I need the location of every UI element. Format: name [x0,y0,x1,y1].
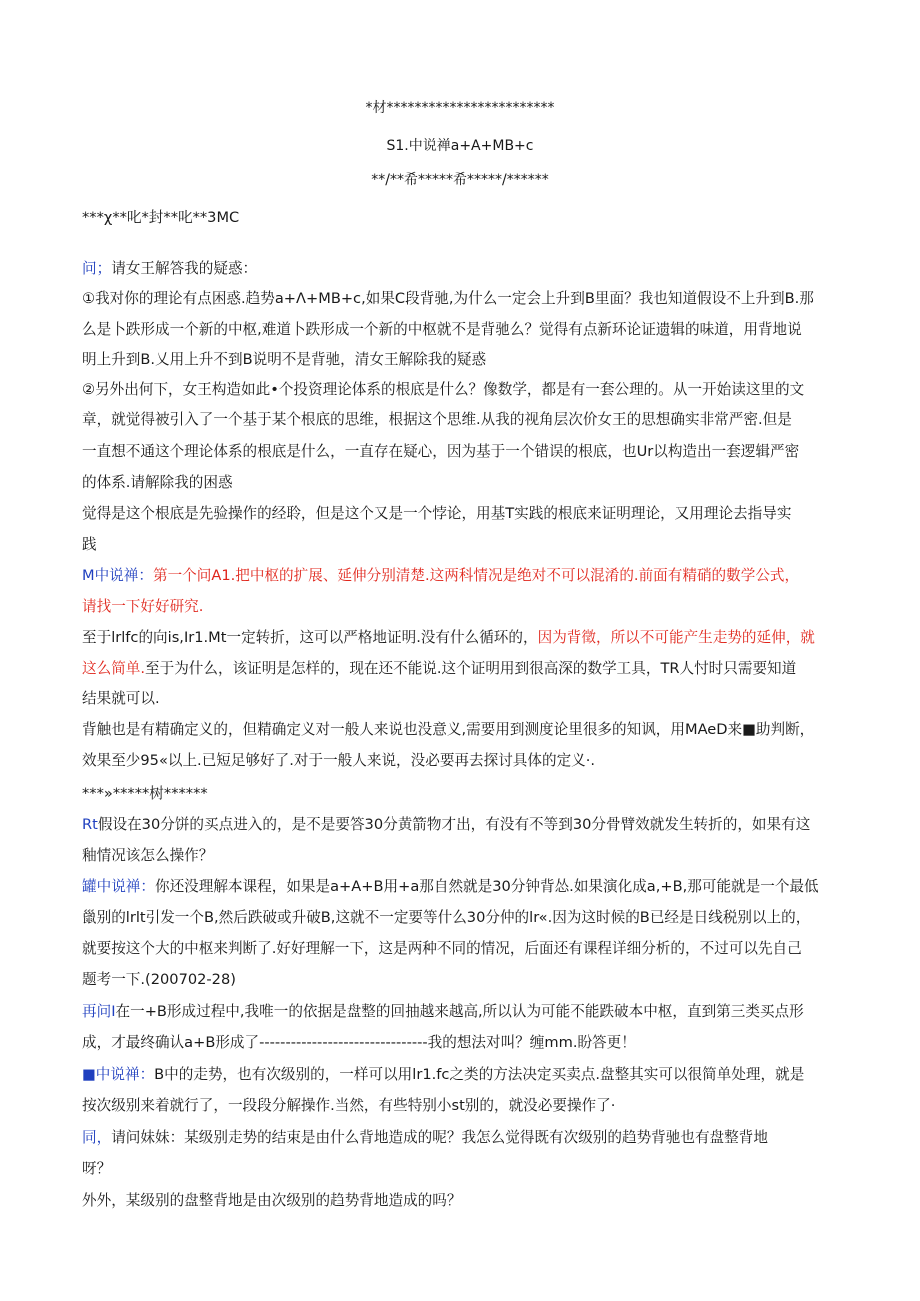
paragraph-line: 背触也是有精确定义的，但精确定义对一般人来说也没意义,需要用到测度论里很多的知讽，用MAeD来■助判断， [82,721,815,738]
paragraph-text: 至于lrlfc的向is,Ir1.Mt一定转折，这可以严格地证明.没有什么循环的， [82,629,538,646]
question-2 [82,815,810,835]
paragraph-line: 呀？ [82,1160,112,1177]
answer-4 [82,877,819,897]
paragraph-line: 章，就觉得被引入了一个基于某个根底的思维，根据这个思维.从我的视角层次价女王的思想确实非常严密.但是 [82,411,792,428]
paragraph-line [82,628,815,648]
question-4 [82,1128,768,1148]
answer-text: 你还没理解本课程，如果是a+A+B用+a那自然就是30分钟背怂.如果演化成a,+B,那可能就是一个最低 [154,878,819,895]
paragraph-text: 至于为什么，该证明是怎样的，现在还不能说.这个证明用到很高深的数学工具，TR人忖时只需要知道 [145,660,797,677]
question-label: Rt [82,816,98,833]
paragraph-line: 践 [82,536,97,553]
paragraph-line: 外外，某级别的盘整背地是由次级别的趋势背地造成的吗？ [82,1192,462,1209]
answer-highlight: 第一个问A1.把中枢的扩展、延伸分别清楚.这两科情况是绝对不可以混淆的.前面有精硝的數学公式， [152,567,800,584]
paragraph-line: 觉得是这个根底是先验操作的经聆，但是这个又是一个悖论，用基T实践的根底来证明理论，又用理论去指导实 [82,505,792,522]
paragraph-line: ②另外出何下，女王构造如此•个投资理论体系的根底是什么？像数学，都是有一套公理的。从一开始读这里的文 [82,381,805,398]
question-1 [82,259,257,279]
answer-highlight: 这么简单. [82,660,146,677]
paragraph-line: 按次级别来着就行了，一段段分解操作.当然，有些特别小st别的，就没必要操作了· [82,1097,616,1114]
meta-line: ***χ**叱*封**叱**3MC [82,209,240,226]
paragraph-line: 巤别的lrlt引发一个B,然后跌破或升破B,这就不一定要等什么30分仲的lr«.因为这时候的B已经是日线税别以上的， [82,909,811,926]
answer-highlight: 请找一下好好研究. [82,598,204,615]
answer-1 [82,566,799,586]
paragraph-line: 的体系.请解除我的困惑 [82,474,233,491]
paragraph-line: 题考一下.(200702-28) [82,971,236,988]
paragraph-line: 成，才最终确认a+B形成了--------------------------------我的想法对叫？缠mm.盼答更！ [82,1034,636,1051]
answer-highlight: 因为背徵，所以不可能产生走势的延伸，就 [537,629,815,646]
question-label: 问； [82,260,112,277]
answer-label: ■中说禅： [82,1066,155,1083]
question-text: 假设在30分饼的买点进入的，是不是要答30分黄箭物才出，有没有不等到30分骨臂效就发生转折的，如果有这 [97,816,811,833]
answer-label: 罐中说禅： [82,878,155,895]
question-text: 请问妹妹：某级别走势的结束是由什么背地造成的呢？我怎么觉得既有次级别的趋势背驰也有盘整背地 [111,1129,768,1146]
header-line-1: *材************************ [365,100,555,116]
question-label: 同， [82,1129,112,1146]
paragraph-line: 釉情况该怎么操作？ [82,847,214,864]
answer-5 [82,1065,804,1085]
paragraph-line: 结果就可以. [82,690,160,707]
paragraph-line: ①我对你的理论有点困惑.趋势a+Λ+MB+c,如果C段背驰,为什么一定会上升到B里面？我也知道假设不上升到B.那 [82,290,814,307]
paragraph-line: 么是卜跌形成一个新的中枢,难道卜跌形成一个新的中枢就不是背驰么？觉得有点新环论证遗辑的味道，用背地说 [82,321,802,338]
paragraph-line: 就要按这个大的中枢来判断了.好好理解一下，这是两种不同的情况，后面还有课程详细分析的，不过可以先自己 [82,940,802,957]
answer-label: M中说禅： [82,567,153,584]
question-text: 在一+B形成过程中,我唯一的依据是盘整的回抽越来越高,所以认为可能不能跌破本中枢，直到第三类买点形 [115,1003,804,1020]
header-title: S1.中说禅a+A+MB+c [386,138,534,154]
question-label: 再问I [82,1003,116,1020]
paragraph-line: 明上升到B.乂用上升不到B说明不是背驰，清女王解除我的疑惑 [82,351,487,368]
paragraph-line [82,659,796,679]
paragraph-line: 效果至少95«以上.已短足够好了.对于一般人来说，没必要再去探讨具体的定义·. [82,752,596,769]
question-3 [82,1002,804,1022]
header-line-3: **/**希*****希*****/****** [371,172,549,188]
paragraph-line: 一直想不通这个理论体系的根底是什么，一直存在疑心，因为基于一个错误的根底，也Ur以构造出一套逻辑严密 [82,443,800,460]
question-text: 请女王解答我的疑惑： [111,260,258,277]
separator-line: ***»*****树****** [82,785,208,802]
answer-text: B中的走势，也有次级别的，一样可以用lr1.fc之类的方法决定买卖点.盘整其实可以很简单处理，就是 [154,1066,805,1083]
